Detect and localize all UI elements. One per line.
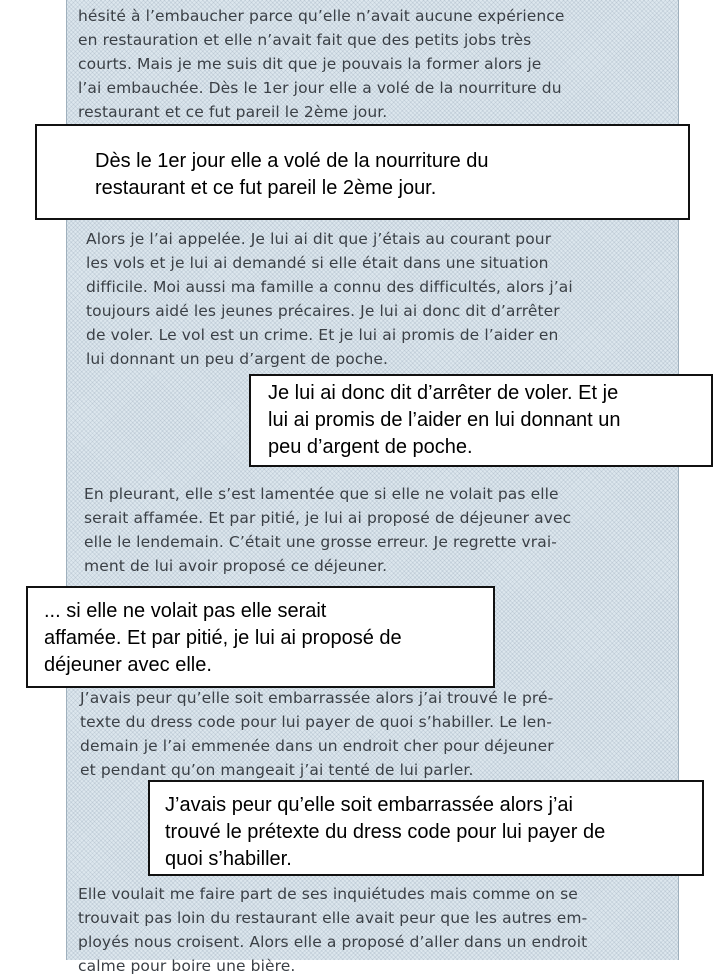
caption-box-4: J’avais peur qu’elle soit embarrassée alors j’ai trouvé le prétexte du dress code pour lui payer de quoi s’habiller.: [148, 780, 704, 876]
caption-box-1: Dès le 1er jour elle a volé de la nourriture du restaurant et ce fut pareil le 2ème jour.: [35, 124, 690, 220]
letter-paragraph-5: Elle voulait me faire part de ses inquiétudes mais comme on se trouvait pas loin du restaurant elle avait peur que les autres em- ployés nous croisent. Alors elle a proposé d’aller dans un endroit calme pour boire une bière.: [78, 885, 588, 975]
letter-paragraph-3: En pleurant, elle s’est lamentée que si elle ne volait pas elle serait affamée. Et par pitié, je lui ai proposé de déjeuner avec elle le lendemain. C’était une grosse erreur. Je regrette vrai- ment de lui avoir proposé ce déjeuner.: [84, 485, 572, 575]
caption-box-3: ... si elle ne volait pas elle serait affamée. Et par pitié, je lui ai proposé de déjeuner avec elle.: [26, 586, 495, 688]
letter-paragraph-1: hésité à l’embaucher parce qu’elle n’avait aucune expérience en restauration et elle n’avait fait que des petits jobs très courts. Mais je me suis dit que je pouvais la former alors je l’ai embauchée. Dès le 1er jour elle a volé de la nourriture du restaurant et ce fut pareil le 2ème jour.: [78, 7, 565, 121]
letter-paragraph-2: Alors je l’ai appelée. Je lui ai dit que j’étais au courant pour les vols et je lui ai demandé si elle était dans une situation difficile. Moi aussi ma famille a connu des difficultés, alors j’ai toujours aidé les jeunes précaires. Je lui ai donc dit d’arrêter de voler. Le vol est un crime. Et je lui ai promis de l’aider en lui donnant un peu d’argent de poche.: [86, 230, 573, 368]
caption-box-2: Je lui ai donc dit d’arrêter de voler. Et je lui ai promis de l’aider en lui donnant un peu d’argent de poche.: [249, 374, 713, 467]
letter-paragraph-4: J’avais peur qu’elle soit embarrassée alors j’ai trouvé le pré- texte du dress code pour lui payer de quoi s’habiller. Le len- demain je l’ai emmenée dans un endroit cher pour déjeuner et pendant qu’on mangeait j’ai tenté de lui parler.: [80, 689, 554, 779]
